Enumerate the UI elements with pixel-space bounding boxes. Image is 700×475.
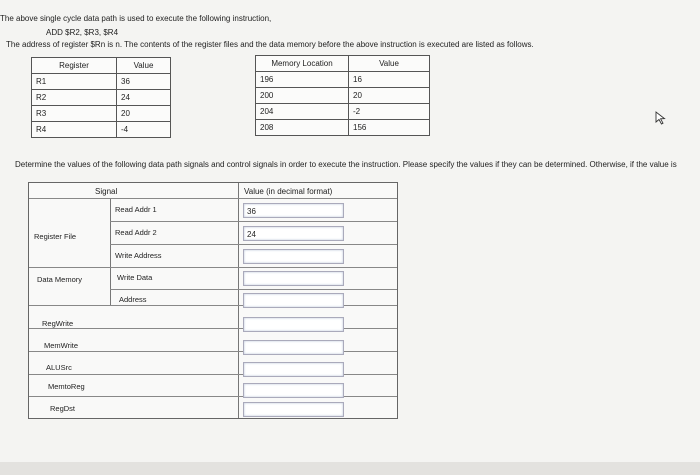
memory-value: 156 (349, 120, 430, 136)
write-data-label: Write Data (117, 273, 153, 282)
register-name: R1 (32, 74, 117, 90)
register-value: -4 (117, 122, 171, 138)
register-name: R3 (32, 106, 117, 122)
regdst-label: RegDst (50, 404, 76, 413)
memory-location: 200 (256, 88, 349, 104)
table-row (256, 104, 430, 120)
address-input[interactable] (243, 293, 344, 308)
alusrc-label: ALUSrc (46, 363, 72, 372)
table-row (32, 122, 171, 138)
register-name: R2 (32, 90, 117, 106)
read-addr2-input[interactable]: 24 (243, 226, 344, 241)
read-addr2-label: Read Addr 2 (115, 228, 157, 237)
register-value: 36 (117, 74, 171, 90)
register-name: R4 (32, 122, 117, 138)
register-table (31, 57, 171, 138)
memory-value: 16 (349, 72, 430, 88)
intro-line-3: The address of register $Rn is n. The contents of the register files and the data memory before the above instruction is executed are listed as follows. (6, 40, 534, 49)
memwrite-label: MemWrite (44, 341, 79, 350)
register-file-label: Register File (34, 232, 77, 241)
instruction-text: ADD $R2, $R3, $R4 (46, 28, 119, 37)
alusrc-input[interactable] (243, 362, 344, 377)
table-row (256, 88, 430, 104)
write-address-input[interactable] (243, 249, 344, 264)
register-header: Register (32, 58, 117, 74)
intro-line-1: The above single cycle data path is used to execute the following instruction, (0, 14, 272, 23)
write-data-input[interactable] (243, 271, 344, 286)
bottom-edge (0, 462, 700, 475)
memory-value-header: Value (349, 56, 430, 72)
register-value: 20 (117, 106, 171, 122)
value-header: Value (117, 58, 171, 74)
mouse-pointer-icon (655, 111, 667, 125)
memtoreg-input[interactable] (243, 383, 344, 398)
table-row (32, 106, 171, 122)
determine-instructions: Determine the values of the following data path signals and control signals in order to execute the instruction. Please specify the values if they can be determined. Otherwise, if the value is (15, 160, 677, 169)
signal-header: Signal (95, 187, 118, 196)
write-address-label: Write Address (115, 251, 162, 260)
memory-value: -2 (349, 104, 430, 120)
table-row (32, 74, 171, 90)
regwrite-input[interactable] (243, 317, 344, 332)
value-decimal-header: Value (in decimal format) (244, 187, 333, 196)
table-row (256, 120, 430, 136)
memory-value: 20 (349, 88, 430, 104)
data-memory-label: Data Memory (37, 275, 83, 284)
memory-location: 208 (256, 120, 349, 136)
read-addr1-input[interactable]: 36 (243, 203, 344, 218)
memwrite-input[interactable] (243, 340, 344, 355)
regdst-input[interactable] (243, 402, 344, 417)
register-value: 24 (117, 90, 171, 106)
table-row (256, 72, 430, 88)
read-addr1-label: Read Addr 1 (115, 205, 157, 214)
table-row (32, 90, 171, 106)
memory-table (255, 55, 430, 136)
memtoreg-label: MemtoReg (48, 382, 85, 391)
address-label: Address (119, 295, 147, 304)
memory-location: 204 (256, 104, 349, 120)
memory-location: 196 (256, 72, 349, 88)
memory-location-header: Memory Location (256, 56, 349, 72)
regwrite-label: RegWrite (42, 319, 74, 328)
